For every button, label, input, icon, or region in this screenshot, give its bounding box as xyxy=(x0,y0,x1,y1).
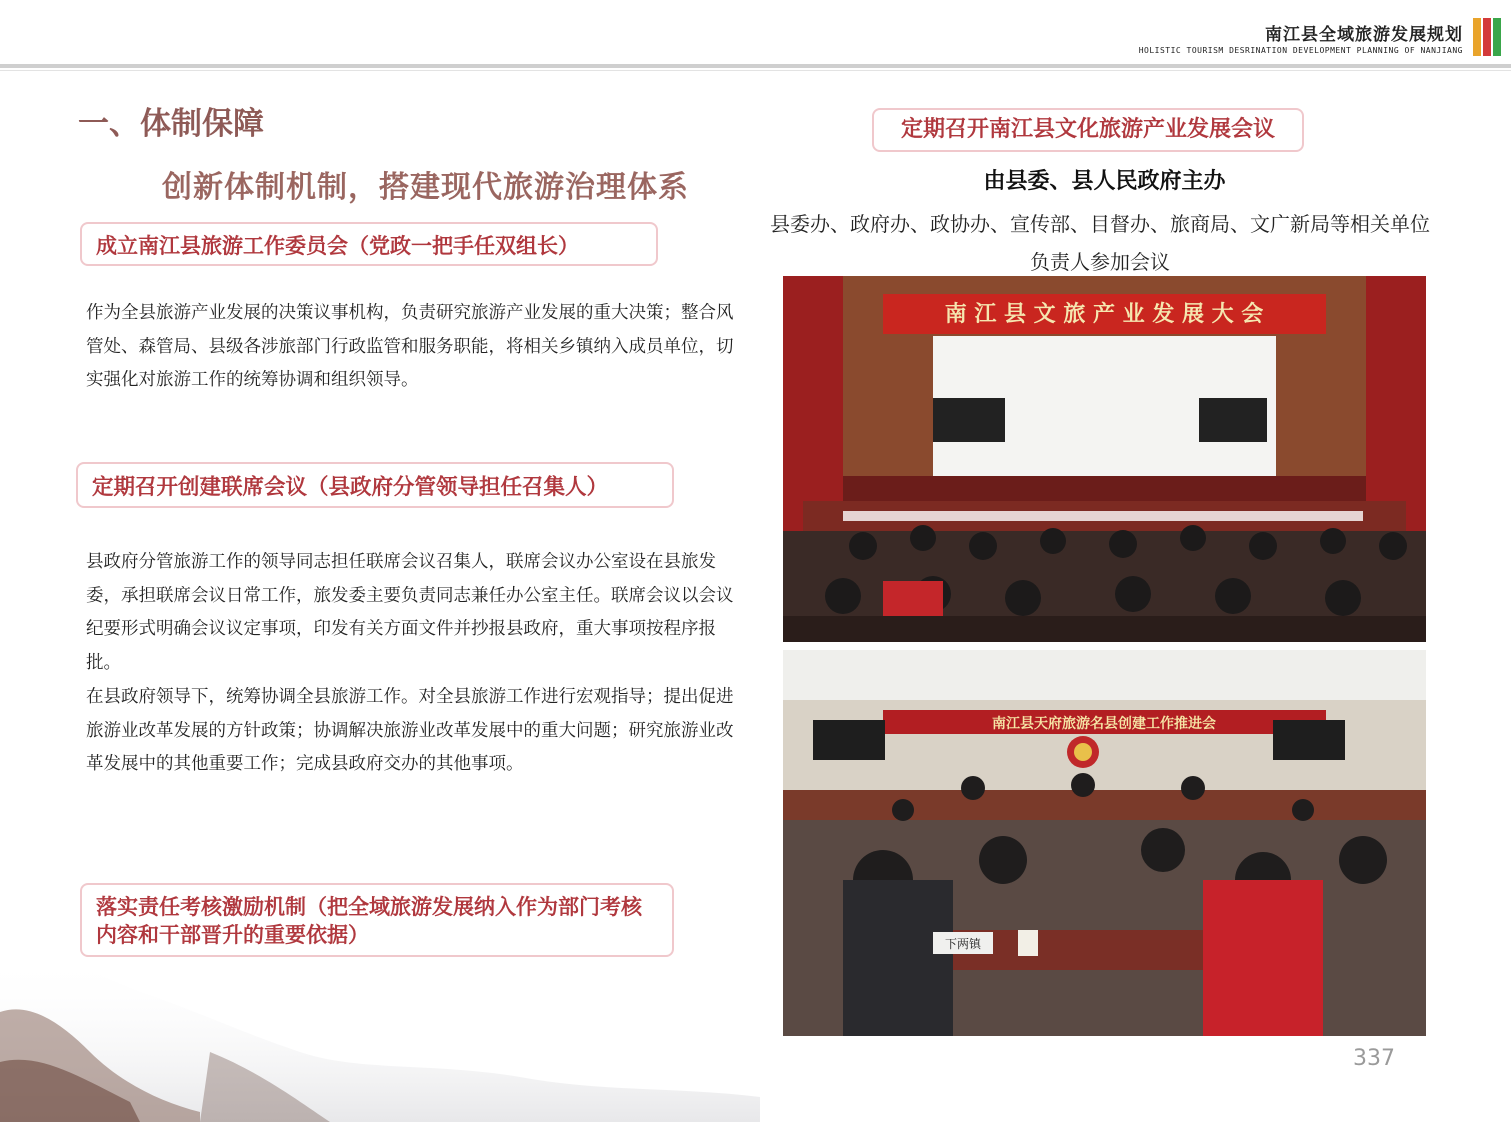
meeting-title: 定期召开南江县文化旅游产业发展会议 xyxy=(872,108,1304,152)
meeting-photo-2 xyxy=(783,650,1426,1036)
mountain-mist-decoration xyxy=(0,902,760,1122)
brand-logo xyxy=(1473,18,1501,56)
item-heading-joint-meeting: 定期召开创建联席会议（县政府分管领导担任召集人） xyxy=(76,462,674,508)
page-number: 337 xyxy=(1353,1046,1395,1071)
header-title: 南江县全域旅游发展规划 xyxy=(1265,25,1463,45)
header-subtitle: HOLISTIC TOURISM DESRINATION DEVELOPMENT PLANNING OF NANJIANG xyxy=(1138,46,1463,55)
section-title: 一、体制保障 xyxy=(78,106,264,142)
meeting-attendees: 县委办、政府办、政协办、宣传部、目督办、旅商局、文广新局等相关单位负责人参加会议 xyxy=(770,212,1430,274)
item-body-joint-meeting-2: 在县政府领导下，统筹协调全县旅游工作。对全县旅游工作进行宏观指导；提出促进旅游业改革发展的方针政策；协调解决旅游业改革发展中的重大问题；研究旅游业改革发展中的其他重要工作；完成县政府交办的其他事项。 xyxy=(86,687,734,774)
item-heading-assessment: 落实责任考核激励机制（把全域旅游发展纳入作为部门考核内容和干部晋升的重要依据） xyxy=(80,883,674,957)
header-divider-thin xyxy=(0,70,1511,71)
section-subtitle: 创新体制机制，搭建现代旅游治理体系 xyxy=(162,170,689,205)
photo2-banner-text: 南江县天府旅游名县创建工作推进会 xyxy=(992,716,1216,732)
photo1-banner-text: 南 江 县 文 旅 产 业 发 展 大 会 xyxy=(944,301,1264,327)
header-divider xyxy=(0,64,1511,68)
item-body-committee: 作为全县旅游产业发展的决策议事机构，负责研究旅游产业发展的重大决策；整合风管处、森管局、县级各涉旅部门行政监管和服务职能，将相关乡镇纳入成员单位，切实强化对旅游工作的统筹协调和组织领导。 xyxy=(86,303,734,390)
meeting-host: 由县委、县人民政府主办 xyxy=(983,169,1226,194)
meeting-photo-1 xyxy=(783,276,1426,642)
item-body-joint-meeting: 县政府分管旅游工作的领导同志担任联席会议召集人，联席会议办公室设在县旅发委，承担联席会议日常工作，旅发委主要负责同志兼任办公室主任。联席会议以会议纪要形式明确会议议定事项，印发有关方面文件并抄报县政府，重大事项按程序报批。 xyxy=(86,552,734,673)
photo2-nameplate: 下两镇 xyxy=(944,937,982,951)
item-heading-committee: 成立南江县旅游工作委员会（党政一把手任双组长） xyxy=(80,222,658,266)
